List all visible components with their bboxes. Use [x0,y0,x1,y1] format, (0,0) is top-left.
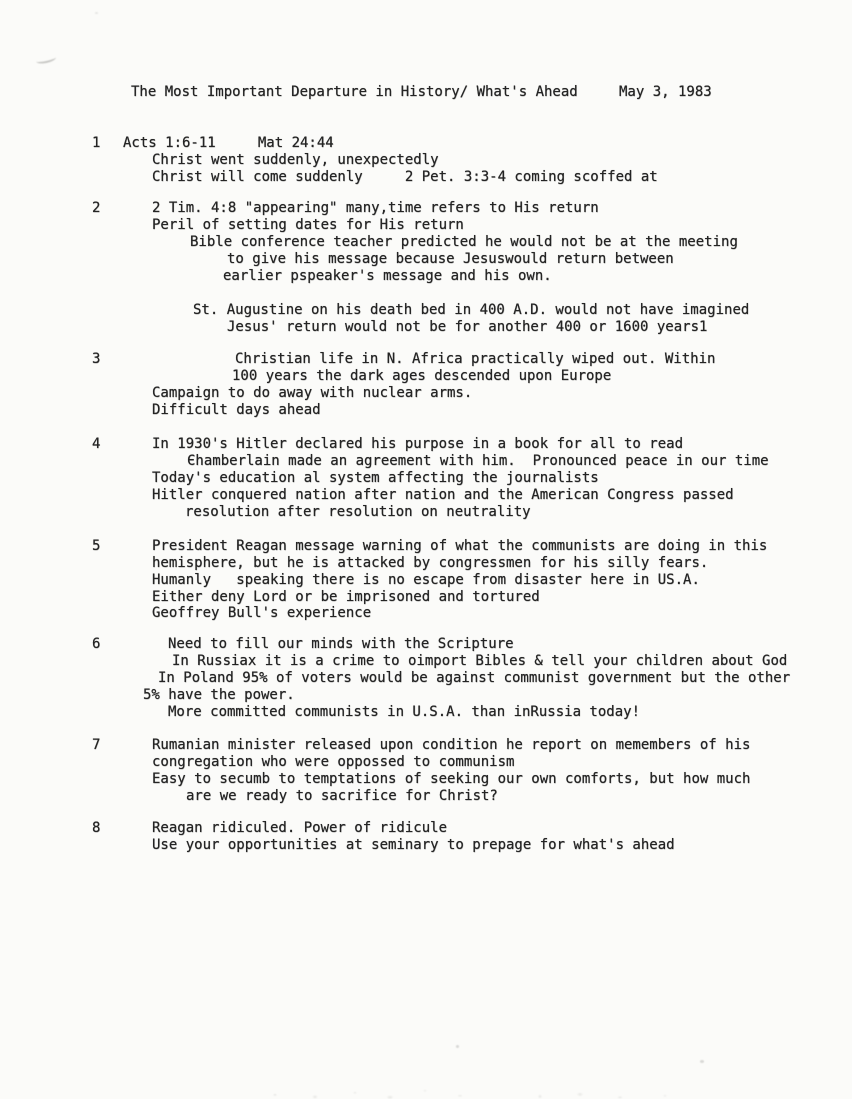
text-line: resolution after resolution on neutrality [185,504,531,520]
text-line: Єhamberlain made an agreement with him. Pronounced peace in our time [187,453,769,469]
text-line: More committed communists in U.S.A. than inRussia today! [168,704,641,720]
scan-speck [456,1045,459,1048]
document-title: The Most Important Departure in History/ What's Ahead [131,84,578,100]
text-line: Christ will come suddenly 2 Pet. 3:3-4 coming scoffed at [152,169,658,185]
text-line: Rumanian minister released upon condition he report on memembers of his [152,737,751,753]
text-line: Acts 1:6-11 Mat 24:44 [123,135,334,151]
text-line: Jesus' return would not be for another 400 or 1600 years1 [227,319,708,335]
text-line: Hitler conquered nation after nation and the American Congress passed [152,487,734,503]
section-number: 8 [92,820,101,836]
text-line: In 1930's Hitler declared his purpose in a book for all to read [152,436,684,452]
text-line: 100 years the dark ages descended upon Europe [232,368,612,384]
text-line: St. Augustine on his death bed in 400 A.D. would not have imagined [193,302,750,318]
text-line: Reagan ridiculed. Power of ridicule [152,820,448,836]
scan-speck [95,12,98,14]
text-line: Bible conference teacher predicted he would not be at the meeting [190,234,738,250]
section-number: 6 [92,636,101,652]
text-line: 2 Tim. 4:8 "appearing" many,time refers to His return [152,200,599,216]
text-line: Peril of setting dates for His return [152,217,464,233]
text-line: In Poland 95% of voters would be against communist government but the other [158,670,791,686]
text-line: Either deny Lord or be imprisoned and tortured [152,589,540,605]
text-line: congregation who were oppossed to communism [152,754,515,770]
section-number: 4 [92,436,101,452]
text-line: Need to fill our minds with the Scripture [168,636,514,652]
document-date: May 3, 1983 [619,84,712,100]
scan-speck [700,1060,704,1063]
pencil-smudge [35,54,56,65]
section-number: 1 [92,135,101,151]
text-line: hemisphere, but he is attacked by congressmen for his silly fears. [152,555,709,571]
text-line: 5% have the power. [143,687,295,703]
section-number: 5 [92,538,101,554]
text-line: Use your opportunities at seminary to prepage for what's ahead [152,837,675,853]
text-line: are we ready to sacrifice for Christ? [186,788,498,804]
text-line: President Reagan message warning of what the communists are doing in this [152,538,768,554]
text-line: Difficult days ahead [152,402,321,418]
text-line: to give his message because Jesuswould return between [227,251,674,267]
section-number: 3 [92,351,101,367]
text-line: Christian life in N. Africa practically wiped out. Within [235,351,716,367]
text-line: Christ went suddenly, unexpectedly [152,152,439,168]
text-line: Humanly speaking there is no escape from disaster here in US.A. [152,572,700,588]
text-line: Campaign to do away with nuclear arms. [152,385,473,401]
section-number: 2 [92,200,101,216]
text-line: Today's education al system affecting the journalists [152,470,599,486]
section-number: 7 [92,737,101,753]
text-line: Geoffrey Bull's experience [152,605,372,621]
text-line: In Russiax it is a crime to oimport Bibles & tell your children about God [172,653,788,669]
text-line: Easy to secumb to temptations of seeking our own comforts, but how much [152,771,751,787]
text-line: earlier pspeaker's message and his own. [223,268,552,284]
scan-noise-bottom [225,1078,725,1099]
